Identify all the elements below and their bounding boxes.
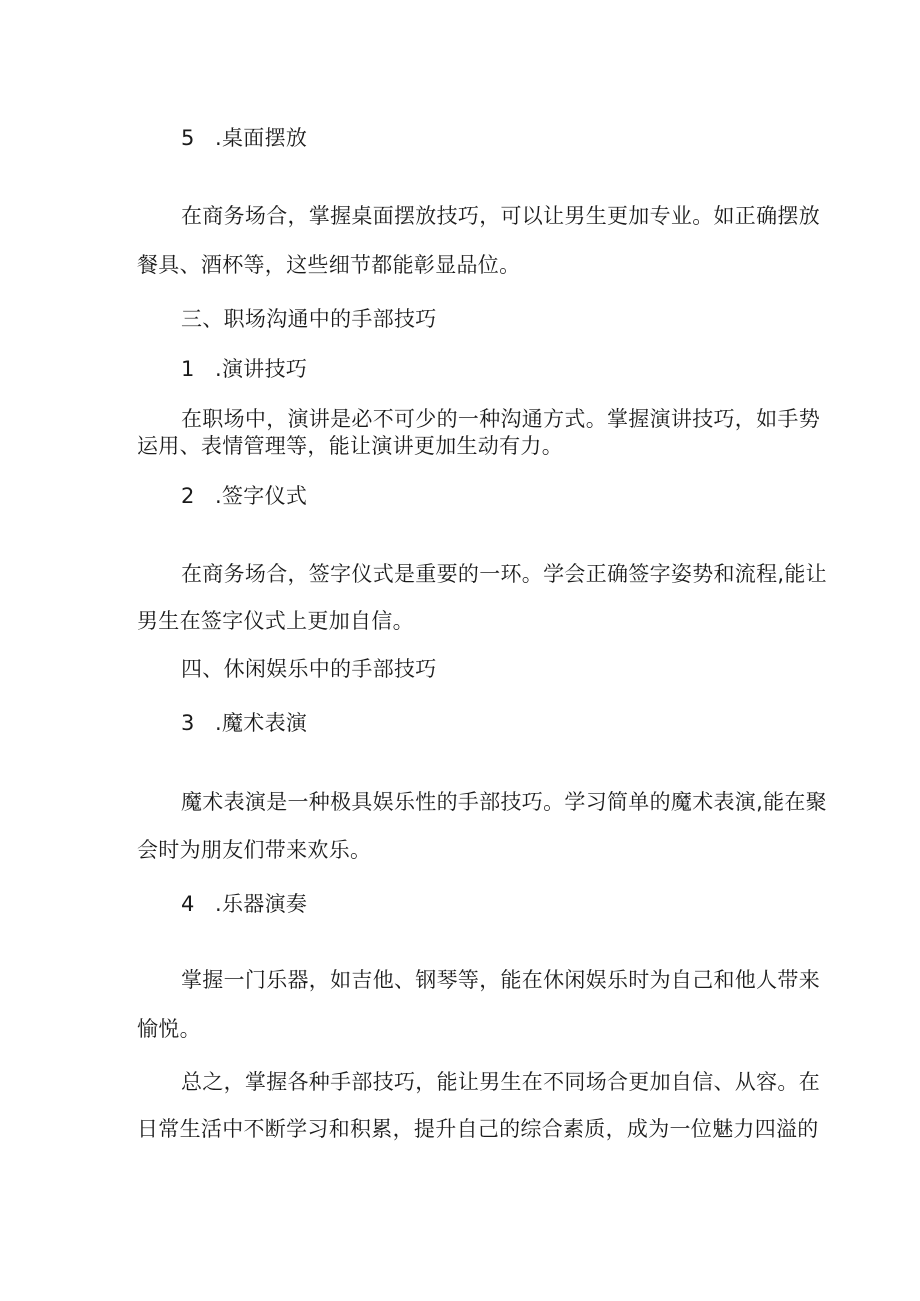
- paragraph-line: 男生在签字仪式上更加自信。: [137, 609, 414, 633]
- heading-title: .演讲技巧: [215, 357, 308, 381]
- heading-title: .桌面摆放: [215, 126, 308, 150]
- heading-3: [181, 709, 307, 737]
- section-heading: 三、职场沟通中的手部技巧: [181, 307, 437, 331]
- heading-5: [181, 124, 307, 152]
- heading-2: [181, 482, 307, 510]
- paragraph-line: 在商务场合，掌握桌面摆放技巧，可以让男生更加专业。如正确摆放: [181, 204, 820, 228]
- paragraph-line: 在职场中，演讲是必不可少的一种沟通方式。掌握演讲技巧，如手势: [181, 407, 820, 431]
- paragraph-line: 魔术表演是一种极具娱乐性的手部技巧。学习简单的魔术表演,能在聚: [181, 790, 827, 814]
- heading-number: 5: [181, 126, 195, 150]
- paragraph-line: 在商务场合，签字仪式是重要的一环。学会正确签字姿势和流程,能让: [181, 562, 827, 586]
- heading-4: [181, 890, 307, 918]
- paragraph-line: 愉悦。: [137, 1017, 201, 1041]
- paragraph-line: 总之，掌握各种手部技巧，能让男生在不同场合更加自信、从容。在: [181, 1070, 820, 1094]
- paragraph-line: 掌握一门乐器，如吉他、钢琴等，能在休闲娱乐时为自己和他人带来: [181, 968, 820, 992]
- heading-number: 4: [181, 892, 195, 916]
- paragraph-line: 日常生活中不断学习和积累，提升自己的综合素质，成为一位魅力四溢的: [137, 1117, 819, 1141]
- section-heading: 四、休闲娱乐中的手部技巧: [181, 657, 437, 681]
- heading-title: .魔术表演: [215, 711, 308, 735]
- paragraph-line: 运用、表情管理等，能让演讲更加生动有力。: [137, 434, 563, 458]
- heading-title: .签字仪式: [215, 484, 308, 508]
- heading-number: 2: [181, 484, 195, 508]
- heading-title: .乐器演奏: [215, 892, 308, 916]
- heading-1: [181, 355, 307, 383]
- paragraph-line: 会时为朋友们带来欢乐。: [137, 838, 372, 862]
- heading-number: 3: [181, 711, 195, 735]
- paragraph-line: 餐具、酒杯等，这些细节都能彰显品位。: [137, 253, 521, 277]
- heading-number: 1: [181, 357, 195, 381]
